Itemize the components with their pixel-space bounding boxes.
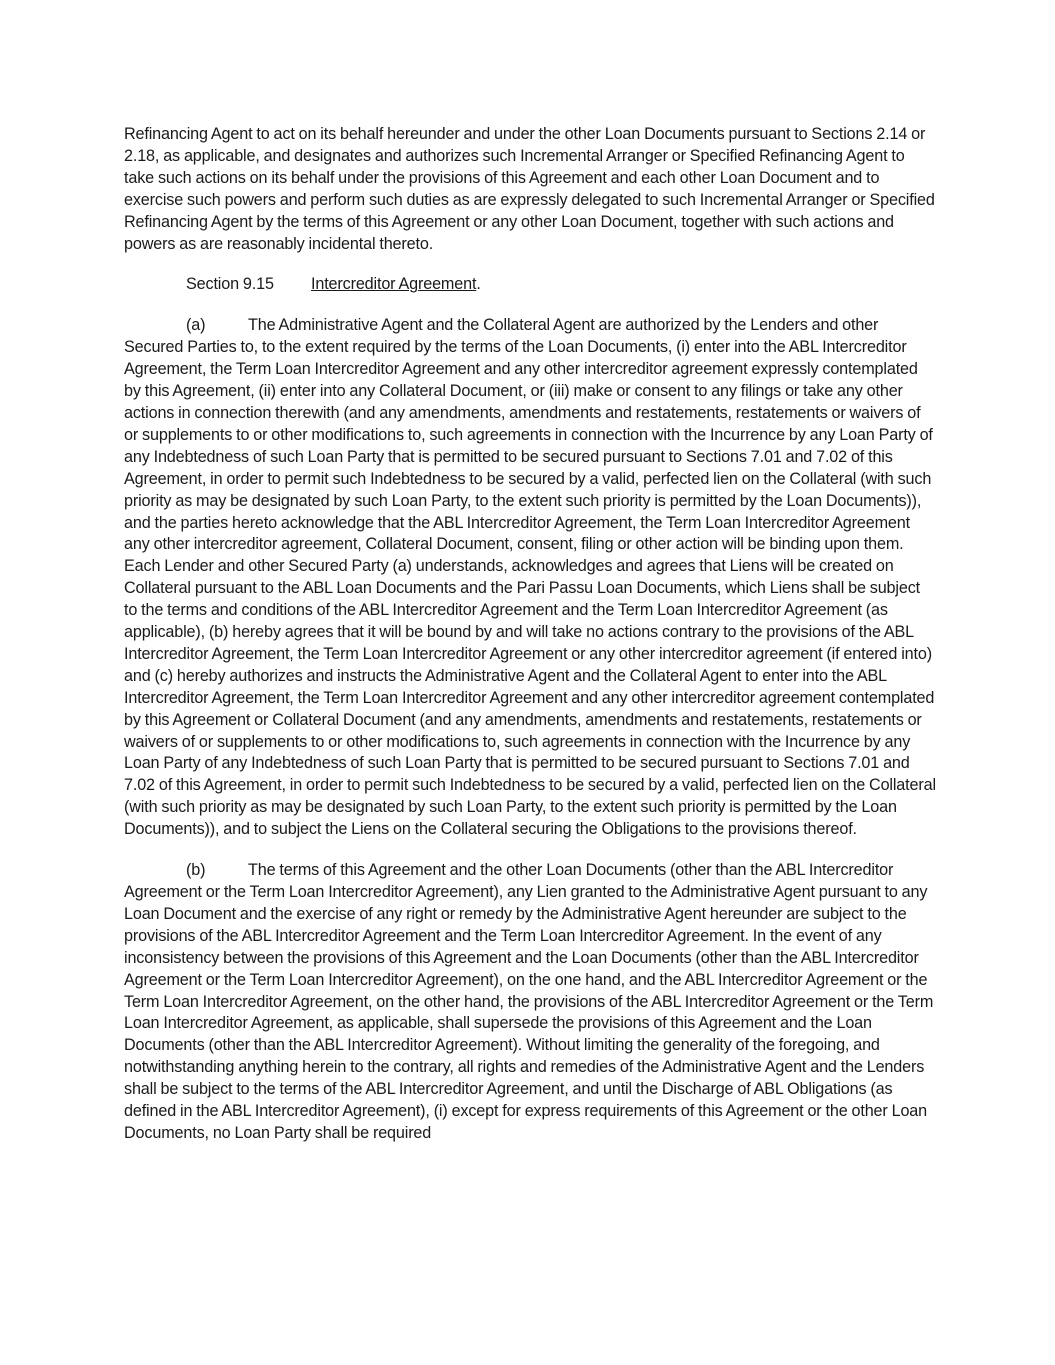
opening-paragraph: Refinancing Agent to act on its behalf hereunder and under the other Loan Documents pursuant to Sections 2.14 or 2.18, as applicable, and designates and authorizes such Incremental Arranger or Specified Refinancing Agent to take such actions on its behalf under the provisions of this Agreement and each other Loan Document and to exercise such powers and perform such duties as are expressly delegated to such Incremental Arranger or Specified Refinancing Agent by the terms of this Agreement or any other Loan Document, together with such actions and powers as are reasonably incidental thereto.: [124, 125, 935, 253]
document-page: [124, 124, 936, 1164]
paragraph-a-label: (a): [186, 316, 206, 335]
paragraph-b: [124, 860, 936, 1145]
section-heading: [124, 274, 936, 296]
paragraph-b-label: (b): [186, 861, 206, 880]
paragraph-a: [124, 315, 936, 841]
section-title-suffix: .: [476, 275, 481, 294]
section-number: Section 9.15: [186, 275, 274, 294]
paragraph-a-text: The Administrative Agent and the Collateral Agent are authorized by the Lenders and other Secured Parties to, to the extent required by the terms of the Loan Documents, (i) enter into the ABL Intercreditor Agreement, the Term Loan Intercreditor Agreement and any other intercreditor agreement expressly contemplated by this Agreement, (ii) enter into any Collateral Document, or (iii) make or consent to any filings or take any other actions in connection therewith (and any amendments, amendments and restatements, restatements or waivers of or supplements to or other modifications to, such agreements in connection with the Incurrence by any Loan Party of any Indebtedness of such Loan Party that is permitted to be secured pursuant to Sections 7.01 and 7.02 of this Agreement, in order to permit such Indebtedness to be secured by a valid, perfected lien on the Collateral (with such priority as may be designated by such Loan Party, to the extent such priority is permitted by the Loan Documents)), and the parties hereto acknowledge that the ABL Intercreditor Agreement, the Term Loan Intercreditor Agreement any other intercreditor agreement, Collateral Document, consent, filing or other action will be binding upon them. Each Lender and other Secured Party (a) understands, acknowledges and agrees that Liens will be created on Collateral pursuant to the ABL Loan Documents and the Pari Passu Loan Documents, which Liens shall be subject to the terms and conditions of the ABL Intercreditor Agreement and the Term Loan Intercreditor Agreement (as applicable), (b) hereby agrees that it will be bound by and will take no actions contrary to the provisions of the ABL Intercreditor Agreement, the Term Loan Intercreditor Agreement or any other intercreditor agreement (if entered into) and (c) hereby authorizes and instructs the Administrative Agent and the Collateral Agent to enter into the ABL Intercreditor Agreement, the Term Loan Intercreditor Agreement and any other intercreditor agreement contemplated by this Agreement or Collateral Document (and any amendments, amendments and restatements, restatements or waivers of or supplements to or other modifications to, such agreements in connection with the Incurrence by any Loan Party of any Indebtedness of such Loan Party that is permitted to be secured pursuant to Sections 7.01 and 7.02 of this Agreement, in order to permit such Indebtedness to be secured by a valid, perfected lien on the Collateral (with such priority as may be designated by such Loan Party, to the extent such priority is permitted by the Loan Documents)), and to subject the Liens on the Collateral securing the Obligations to the provisions thereof.: [124, 316, 936, 839]
section-title: Intercreditor Agreement: [311, 275, 477, 294]
paragraph-b-text: The terms of this Agreement and the other Loan Documents (other than the ABL Intercreditor Agreement or the Term Loan Intercreditor Agreement), any Lien granted to the Administrative Agent pursuant to any Loan Document and the exercise of any right or remedy by the Administrative Agent hereunder are subject to the provisions of the ABL Intercreditor Agreement and the Term Loan Intercreditor Agreement. In the event of any inconsistency between the provisions of this Agreement and the Loan Documents (other than the ABL Intercreditor Agreement or the Term Loan Intercreditor Agreement), on the one hand, and the ABL Intercreditor Agreement or the Term Loan Intercreditor Agreement, on the other hand, the provisions of the ABL Intercreditor Agreement or the Term Loan Intercreditor Agreement, as applicable, shall supersede the provisions of this Agreement and the Loan Documents (other than the ABL Intercreditor Agreement). Without limiting the generality of the foregoing, and notwithstanding anything herein to the contrary, all rights and remedies of the Administrative Agent and the Lenders shall be subject to the terms of the ABL Intercreditor Agreement, and until the Discharge of ABL Obligations (as defined in the ABL Intercreditor Agreement), (i) except for express requirements of this Agreement or the other Loan Documents, no Loan Party shall be required: [124, 861, 934, 1142]
